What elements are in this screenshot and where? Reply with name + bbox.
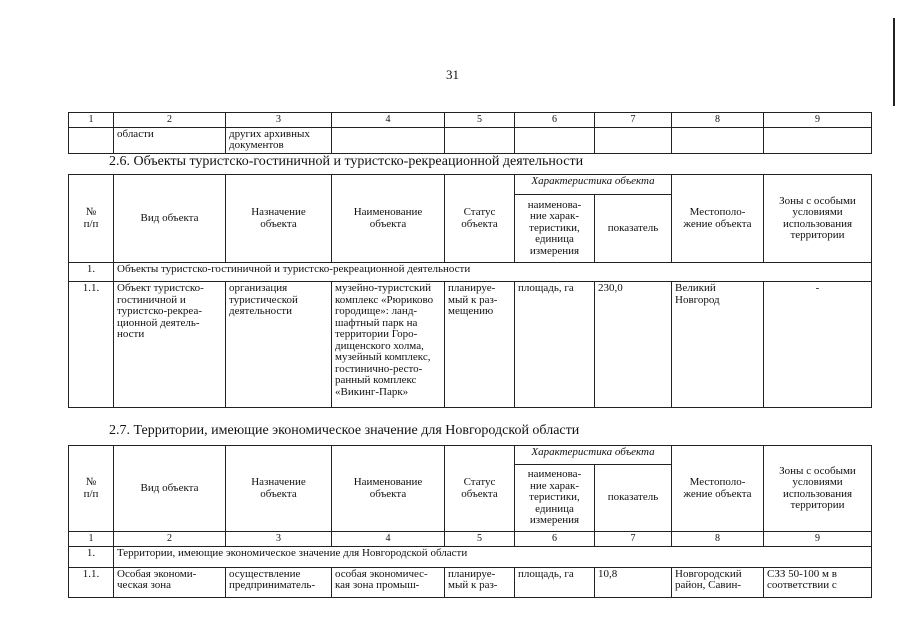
col-num: 9 [764,113,872,128]
col-num: 6 [515,532,595,547]
header-status: Статус объекта [445,175,515,263]
group-num: 1. [69,546,114,567]
section-title-2-6: 2.6. Объекты туристско-гостиничной и туристско-рекреационной деятельности [109,154,584,169]
section-title-2-7: 2.7. Территории, имеющие экономическое значение для Новгородской области [109,423,580,438]
col-num: 9 [764,532,872,547]
row-purpose: осуществление предприниматель- [226,567,332,597]
header-purpose: Назначение объекта [226,446,332,532]
header-zones: Зоны с особыми условиями использования территории [764,446,872,532]
row-name: особая экономичес- кая зона промыш- [332,567,445,597]
table-row [69,282,872,408]
header-row [69,175,872,195]
col-num: 3 [226,113,332,128]
group-num: 1. [69,263,114,282]
page-number: 31 [446,67,459,82]
group-row [69,546,872,567]
col-num: 7 [595,113,672,128]
table-row [69,127,872,153]
col-num: 8 [672,113,764,128]
col-num: 2 [114,532,226,547]
col-num: 5 [445,532,515,547]
col-num: 1 [69,532,114,547]
row-status: планируе- мый к раз- мещению [445,282,515,408]
col-num: 2 [114,113,226,128]
row-name: музейно-туристский комплекс «Рюриково городище»: ланд- шафтный парк на территории Горо- дищенского холма, музейный комплекс, гостинично-ресто- ранный комплекс «Викинг-Парк» [332,282,445,408]
header-indicator: показатель [595,465,672,532]
row-indicator: 10,8 [595,567,672,597]
header-kind: Вид объекта [114,175,226,263]
col-num: 1 [69,113,114,128]
row-zones: - [764,282,872,408]
header-characteristic-group: Характеристика объекта [515,446,672,465]
row-purpose: организация туристической деятельности [226,282,332,408]
row-num: 1.1. [69,282,114,408]
table-row [69,567,872,597]
header-name: Наименование объекта [332,446,445,532]
col-num: 6 [515,113,595,128]
header-name: Наименование объекта [332,175,445,263]
header-indicator: показатель [595,195,672,263]
header-kind: Вид объекта [114,446,226,532]
header-num: № п/п [69,446,114,532]
col-num: 4 [332,532,445,547]
continuation-table [68,112,872,154]
row-num: 1.1. [69,567,114,597]
header-row [69,446,872,465]
header-char-name: наименова- ние харак- теристики, единица измерения [515,465,595,532]
col-num: 8 [672,532,764,547]
cell-purpose: других архивных документов [226,127,332,153]
row-location: Новгородский район, Савин- [672,567,764,597]
column-number-row [69,113,872,128]
col-num: 3 [226,532,332,547]
page-edge-mark [893,18,895,106]
row-char-name: площадь, га [515,282,595,408]
header-purpose: Назначение объекта [226,175,332,263]
group-title: Территории, имеющие экономическое значение для Новгородской области [114,546,872,567]
table-2-7 [68,445,872,598]
group-title: Объекты туристско-гостиничной и туристско-рекреационной деятельности [114,263,872,282]
row-zones: СЗЗ 50-100 м в соответствии с [764,567,872,597]
table-2-6 [68,174,872,408]
cell-kind: области [114,127,226,153]
row-char-name: площадь, га [515,567,595,597]
col-num: 4 [332,113,445,128]
col-num: 5 [445,113,515,128]
row-kind: Особая экономи- ческая зона [114,567,226,597]
column-number-row [69,532,872,547]
header-zones: Зоны с особыми условиями использования территории [764,175,872,263]
row-status: планируе- мый к раз- [445,567,515,597]
row-location: Великий Новгород [672,282,764,408]
header-location: Местополо- жение объекта [672,175,764,263]
group-row [69,263,872,282]
header-location: Местополо- жение объекта [672,446,764,532]
header-characteristic-group: Характеристика объекта [515,175,672,195]
header-num: № п/п [69,175,114,263]
row-kind: Объект туристско- гостиничной и туристско-рекреа- ционной деятель- ности [114,282,226,408]
col-num: 7 [595,532,672,547]
row-indicator: 230,0 [595,282,672,408]
header-status: Статус объекта [445,446,515,532]
header-char-name: наименова- ние харак- теристики, единица измерения [515,195,595,263]
